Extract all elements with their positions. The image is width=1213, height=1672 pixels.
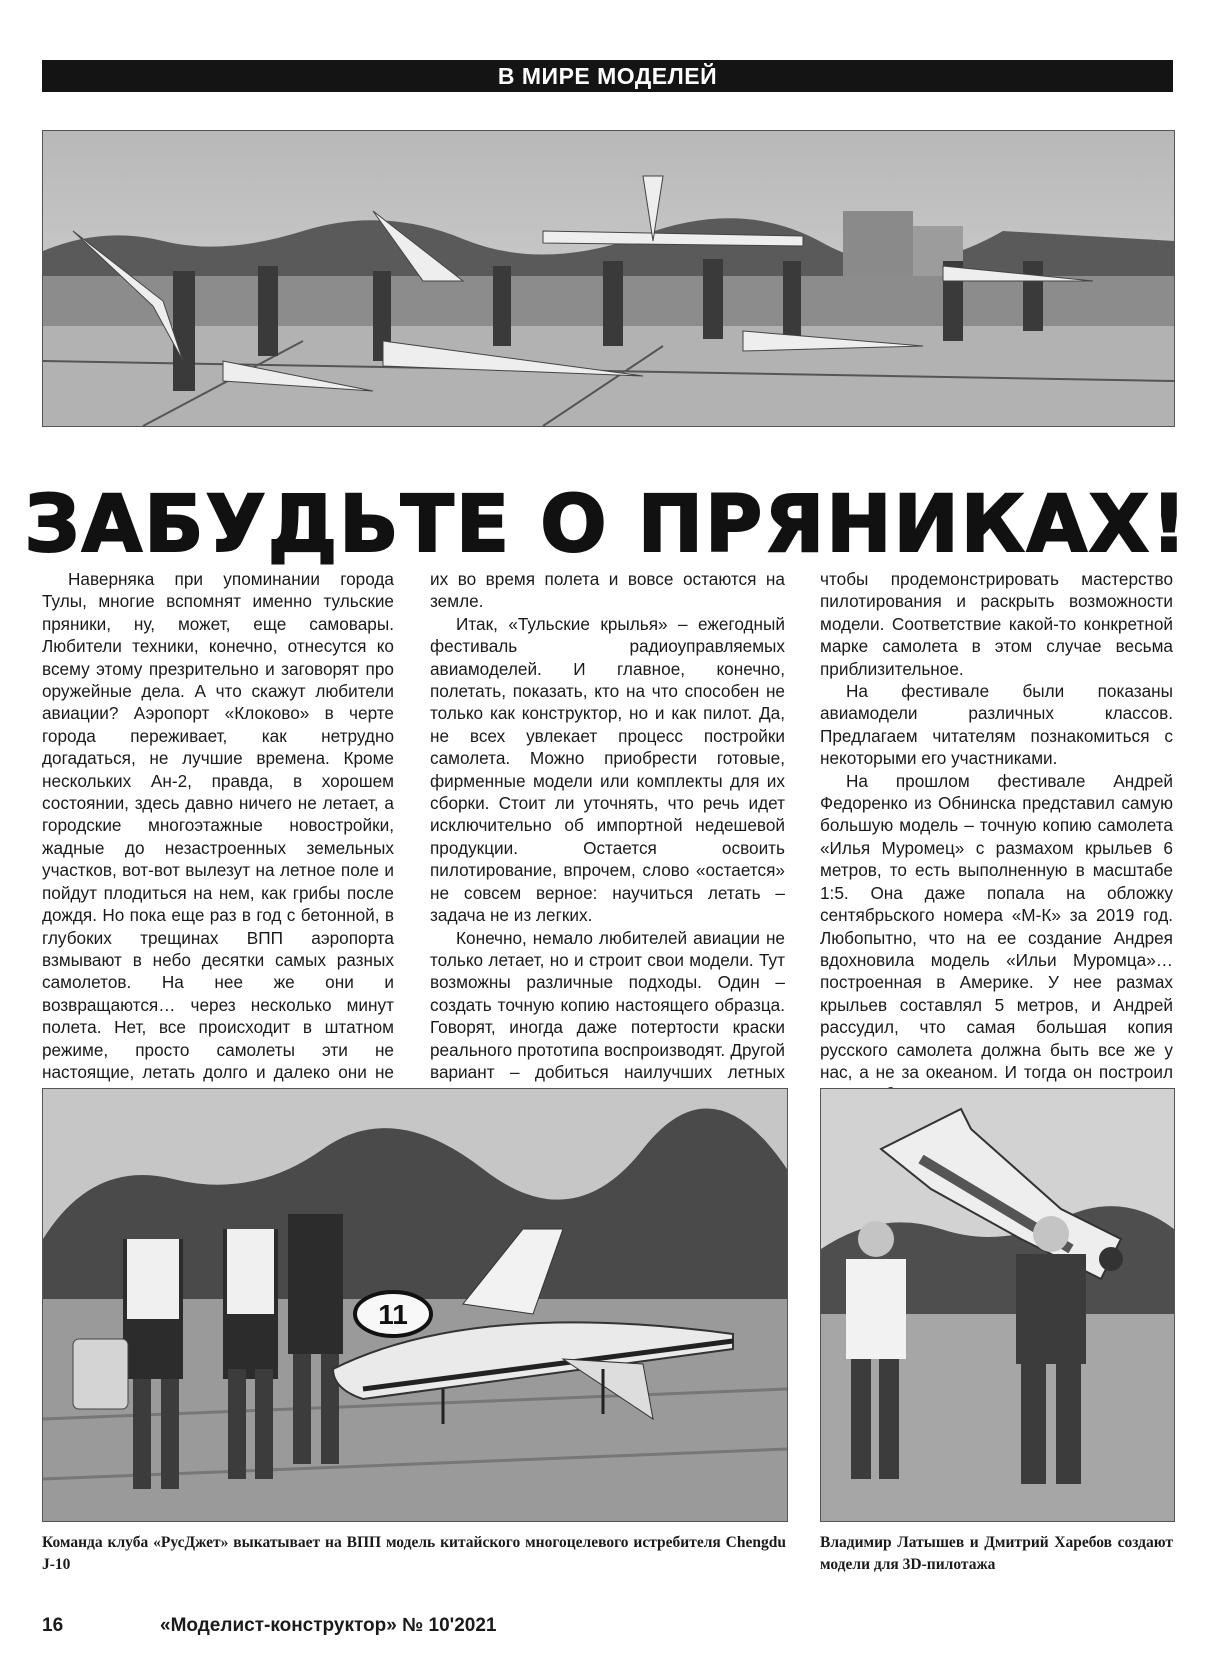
jet-number: 11 bbox=[378, 1299, 408, 1330]
photo-caption-left: Команда клуба «РусДжет» выкатывает на ВПП модель китайского многоцелевого истребителя Chengdu J-10 bbox=[42, 1534, 786, 1573]
paragraph: На фестивале были показаны авиамодели различных классов. Предлагаем читателям познакомиться с некоторыми его участниками. bbox=[820, 681, 1173, 769]
article-column-3 bbox=[820, 568, 1173, 1106]
article-headline: ЗАБУДЬТЕ О ПРЯНИКАХ! bbox=[24, 480, 1189, 570]
paragraph: На прошлом фестивале Андрей Федоренко из Обнинска представил самую большую модель – точную копию самолета «Илья Муромец» с размахом крыльев 6 метров, то есть выполненную в масштабе 1:5. Она даже попала на обложку сентябрьского номера «М-К» за 2019 год. Любопытно, что на ее создание Андрея вдохновила модель «Ильи Муромца»… построенная в Америке. У нее размах крыльев составлял 5 метров, и Андрей рассудил, что самая большая копия русского самолета должна быть все же у нас, а не за океаном. И тогда он построил bbox=[820, 770, 1173, 1082]
group-photo bbox=[42, 130, 1175, 427]
article-column-1 bbox=[42, 568, 394, 1106]
section-header: В МИРЕ МОДЕЛЕЙ bbox=[42, 60, 1173, 92]
photo-caption-right: Владимир Латышев и Дмитрий Харебов создают модели для 3D-пилотажа bbox=[820, 1534, 1173, 1573]
paragraph: Конечно, немало любителей авиации не только летает, но и строит свои модели. Тут возможны различные подходы. Один – создать точную копию настоящего образца. Говорят, иногда даже потертости краски реального прототипа воспроизводят. Другой вариант – добиться наилучших летных bbox=[430, 927, 785, 1082]
paragraph: Итак, «Тульские крылья» – ежегодный фестиваль радиоуправляемых авиамоделей. И главное, конечно, полетать, показать, кто на что способен не только как конструктор, но и как пилот. Да, не всех увлекает процесс постройки самолета. Можно приобрести готовые, фирменные модели или комплекты для их сборки. Стоит ли уточнять, что речь идет исключительно об импортной недешевой продукции. Остается освоить пилотирование, впрочем, слово «остается» не совсем верное: научиться летать – задача не из легких. bbox=[430, 613, 785, 926]
article-column-2 bbox=[430, 568, 785, 1106]
paragraph: их во время полета и вовсе остаются на земле. bbox=[430, 569, 785, 612]
jet-team-photo bbox=[42, 1088, 788, 1522]
aerobatic-photo bbox=[820, 1088, 1175, 1522]
page-number: 16 bbox=[42, 1615, 64, 1636]
paragraph: чтобы продемонстрировать мастерство пилотирования и раскрыть возможности модели. Соответствие какой-то конкретной марке самолета в этом случае весьма приблизительное. bbox=[820, 569, 1173, 679]
paragraph: Наверняка при упоминании города Тулы, многие вспомнят именно тульские пряники, ну, может, еще самовары. Любители техники, конечно, отнесутся ко всему этому презрительно и заговорят про оружейные дела. А что скажут любители авиации? Аэропорт «Клоково» в черте города переживает, как нетрудно догадаться, не лучшие времена. Кроме нескольких Ан-2, правда, в хорошем состоянии, здесь давно ничего не летает, а городские многоэтажные новостройки, жадные до незастроенных земельных участков, вот-вот вылезут на летное поле и пойдут плодиться на нем, как грибы после дождя. Но пока еще раз в год с бетонной, в глубоких трещинах ВПП аэропорта взмывают в небо десятки самых разных самолетов. На нее же они и возвращаются… через несколько минут полета. Нет, все происходит в штатном режиме, просто самолеты эти не настоящие, летать долго и далеко они не bbox=[42, 569, 394, 1082]
magazine-issue: «Моделист-конструктор» № 10'2021 bbox=[160, 1615, 497, 1636]
